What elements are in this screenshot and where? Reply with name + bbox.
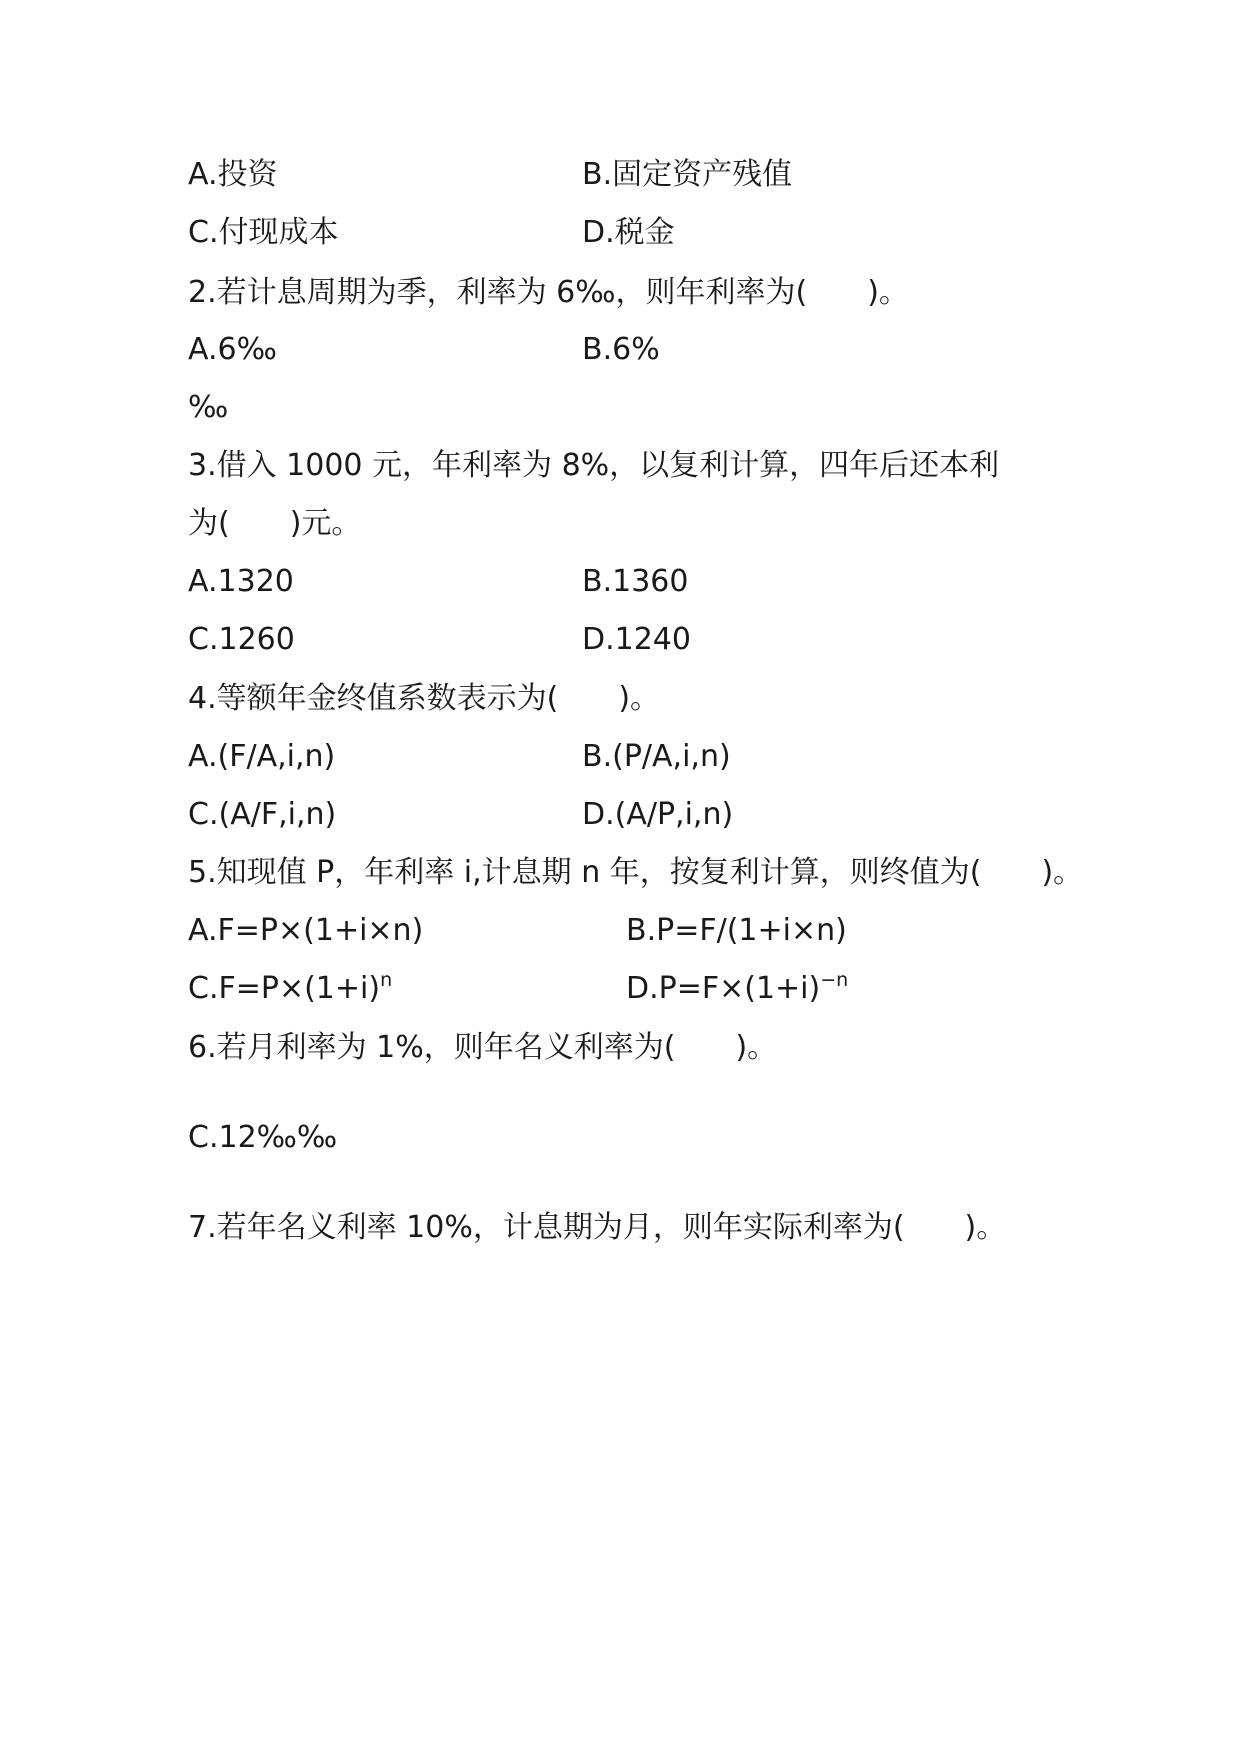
- q1-options-row-2: [188, 213, 675, 253]
- q5-option-c: [188, 971, 392, 1006]
- q3-stem-line-2: 为( )元。: [188, 506, 362, 541]
- q5-option-d-base: D.P=F×(1+i): [626, 971, 821, 1006]
- q3-option-c: C.1260: [188, 622, 295, 657]
- q2-stray-text: ‰: [188, 390, 229, 425]
- q5-option-d: [626, 969, 848, 1009]
- q3-option-d: D.1240: [582, 622, 691, 657]
- q7-stem: 7.若年名义利率 10%，计息期为月，则年实际利率为( )。: [188, 1210, 1007, 1245]
- q4-options-row-1: [188, 737, 731, 777]
- q5-options-row-1: [188, 911, 847, 951]
- q4-option-d: D.(A/P,i,n): [582, 797, 734, 832]
- q6-stem: 6.若月利率为 1%，则年名义利率为( )。: [188, 1030, 778, 1065]
- q6-stray-text: C.12‰‰: [188, 1120, 338, 1155]
- q4-option-b: B.(P/A,i,n): [582, 739, 731, 774]
- q1-options-row-1: [188, 155, 793, 195]
- q3-options-row-2: [188, 620, 691, 660]
- q3-option-b: B.1360: [582, 564, 689, 599]
- q2-option-b: B.6%: [582, 332, 660, 367]
- q5-option-a: A.F=P×(1+i×n): [188, 913, 424, 948]
- q5-stem: 5.知现值 P，年利率 i,计息期 n 年，按复利计算，则终值为( )。: [188, 855, 1084, 890]
- q5-option-c-exponent: n: [380, 969, 393, 991]
- q4-option-a: A.(F/A,i,n): [188, 739, 336, 774]
- q5-option-c-base: C.F=P×(1+i): [188, 971, 381, 1006]
- q3-options-row-1: [188, 562, 689, 602]
- q4-option-c: C.(A/F,i,n): [188, 797, 337, 832]
- q3-option-a: A.1320: [188, 564, 294, 599]
- q2-options-row-1: [188, 330, 660, 370]
- q1-option-a: A.投资: [188, 157, 278, 192]
- q4-options-row-2: [188, 795, 734, 835]
- q2-option-a: A.6‰: [188, 332, 277, 367]
- q1-option-d: D.税金: [582, 215, 675, 250]
- q5-option-d-exponent: −n: [820, 969, 849, 991]
- q1-option-c: C.付现成本: [188, 215, 339, 250]
- q4-stem: 4.等额年金终值系数表示为( )。: [188, 681, 661, 716]
- q5-option-b: B.P=F/(1+i×n): [626, 913, 847, 948]
- q2-stem: 2.若计息周期为季，利率为 6‰，则年利率为( )。: [188, 275, 909, 310]
- q1-option-b: B.固定资产残值: [582, 157, 793, 192]
- q3-stem-line-1: 3.借入 1000 元，年利率为 8%，以复利计算，四年后还本利: [188, 448, 1000, 483]
